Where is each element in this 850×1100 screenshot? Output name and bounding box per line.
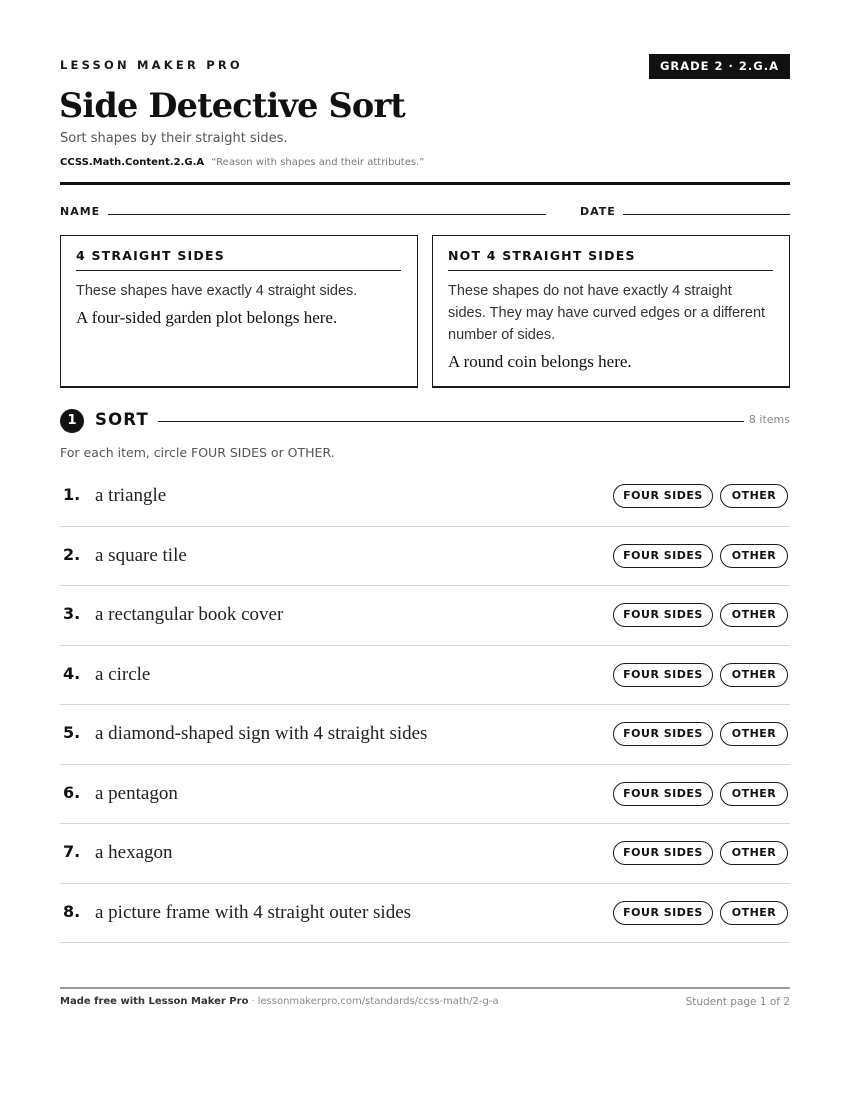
other-choice[interactable]: OTHER [720,663,788,687]
list-item [60,467,790,527]
four-sides-choice[interactable]: FOUR SIDES [613,603,713,627]
item-text: a rectangular book cover [95,604,284,625]
category-heading: NOT 4 STRAIGHT SIDES [448,248,773,271]
item-text: a hexagon [95,842,173,863]
date-field[interactable] [623,214,790,215]
list-item [60,824,790,884]
item-text: a square tile [95,544,187,566]
item-number: 6. [63,782,81,802]
other-choice[interactable]: OTHER [720,603,788,627]
choice-group [613,841,788,865]
grade-badge: GRADE 2 · 2.G.A [649,54,790,79]
four-sides-choice[interactable]: FOUR SIDES [613,544,713,568]
section-instructions: For each item, circle FOUR SIDES or OTHER. [60,445,335,460]
item-number: 4. [63,663,81,683]
page-indicator: Student page 1 of 2 [685,996,790,1008]
four-sides-choice[interactable]: FOUR SIDES [613,841,713,865]
name-field[interactable] [108,214,546,215]
item-text: a diamond-shaped sign with 4 straight sides [95,723,428,744]
item-number: 2. [63,544,81,564]
four-sides-choice[interactable]: FOUR SIDES [613,901,713,925]
item-number: 5. [63,723,81,742]
list-item [60,646,790,706]
item-number: 1. [63,485,81,504]
category-description: These shapes do not have exactly 4 straight sides. They may have curved edges or a different number of sides. [448,283,766,343]
four-sides-choice[interactable]: FOUR SIDES [613,484,713,508]
choice-group [613,603,788,627]
item-text: a picture frame with 4 straight outer sides [95,901,412,923]
section-title: SORT [95,410,149,429]
category-example: A round coin belongs here. [448,352,632,371]
item-text: a circle [95,663,151,685]
name-label: NAME [60,205,101,218]
item-count: 8 items [748,413,790,426]
standard-line [60,157,424,168]
item-text: a triangle [95,485,167,506]
standard-code: CCSS.Math.Content.2.G.A [60,157,205,168]
list-item [60,884,790,944]
category-description: These shapes have exactly 4 straight sides. [76,283,358,299]
choice-group [613,484,788,508]
category-heading: 4 STRAIGHT SIDES [76,248,401,271]
four-sides-choice[interactable]: FOUR SIDES [613,663,713,687]
other-choice[interactable]: OTHER [720,901,788,925]
footer-credit [60,996,499,1007]
list-item [60,765,790,825]
category-box-other [432,235,790,388]
other-choice[interactable]: OTHER [720,484,788,508]
other-choice[interactable]: OTHER [720,782,788,806]
choice-group [613,663,788,687]
choice-group [613,901,788,925]
worksheet-subtitle: Sort shapes by their straight sides. [60,131,288,146]
category-example: A four-sided garden plot belongs here. [76,308,338,327]
category-box-four-sides [60,235,418,388]
brand-name: LESSON MAKER PRO [60,58,243,72]
footer-separator: · [251,996,255,1007]
item-text: a pentagon [95,782,178,804]
other-choice[interactable]: OTHER [720,544,788,568]
standard-description: “Reason with shapes and their attributes.” [211,157,425,168]
item-number: 7. [63,842,81,861]
other-choice[interactable]: OTHER [720,722,788,746]
section-number-badge: 1 [60,409,84,433]
section-divider [158,421,744,422]
footer-divider [60,987,790,989]
footer-made-with: Made free with Lesson Maker Pro [60,996,249,1007]
item-number: 3. [63,604,81,623]
list-item [60,705,790,765]
footer-url[interactable]: lessonmakerpro.com/standards/ccss-math/2-g-a [257,996,499,1007]
list-item [60,586,790,646]
choice-group [613,544,788,568]
item-number: 8. [63,901,81,921]
worksheet-title: Side Detective Sort [59,86,405,125]
list-item [60,527,790,587]
choice-group [613,722,788,746]
date-label: DATE [580,205,616,218]
sort-item-list [60,467,790,943]
choice-group [613,782,788,806]
header-divider [60,182,790,185]
four-sides-choice[interactable]: FOUR SIDES [613,722,713,746]
four-sides-choice[interactable]: FOUR SIDES [613,782,713,806]
other-choice[interactable]: OTHER [720,841,788,865]
